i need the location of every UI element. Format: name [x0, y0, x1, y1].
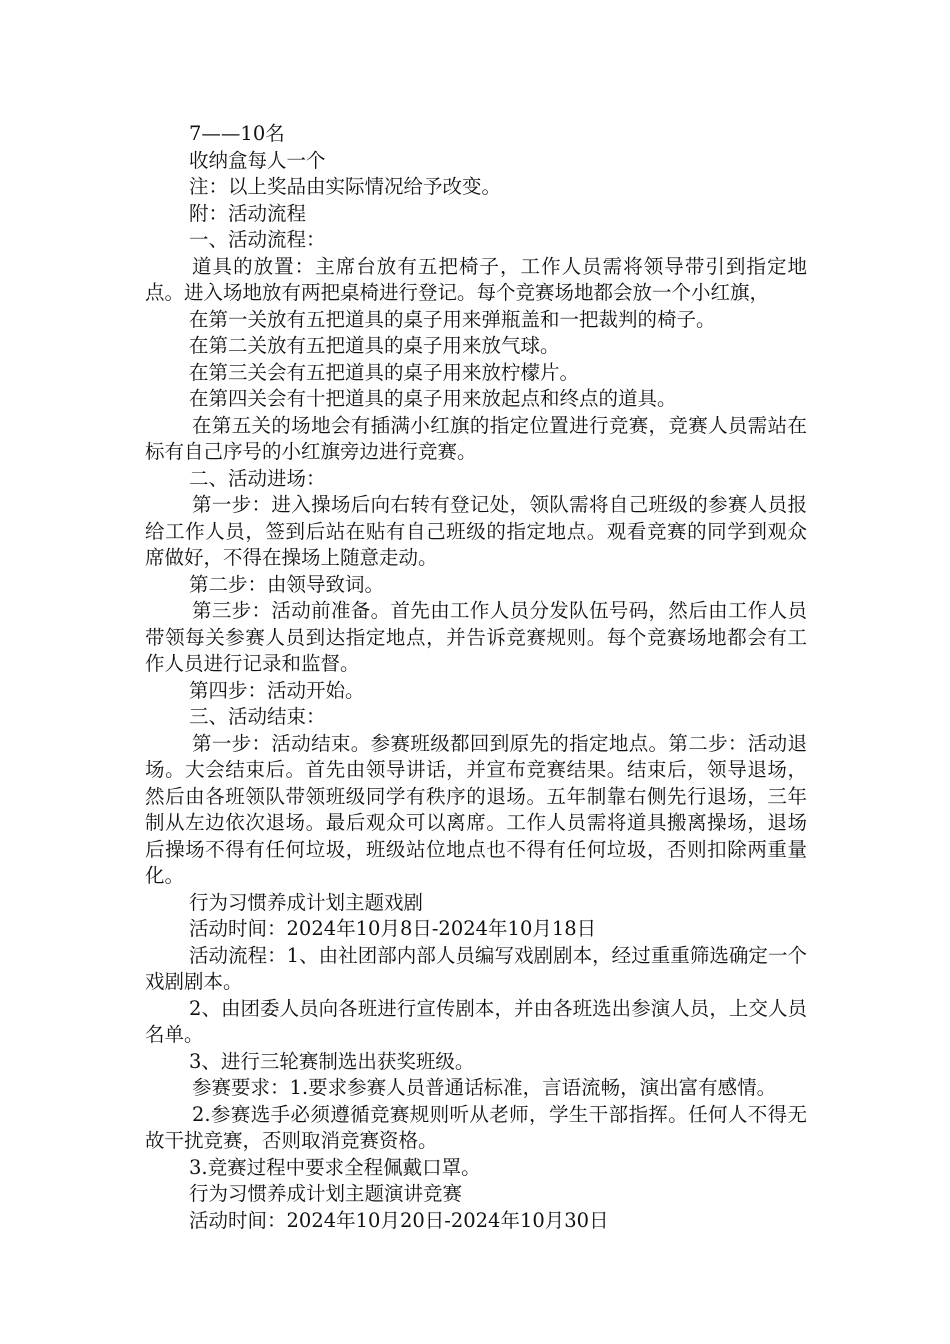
paragraph: 行为习惯养成计划主题戏剧	[189, 890, 424, 914]
paragraph: 2.参赛选手必须遵循竞赛规则听从老师，学生干部指挥。任何人不得无故干扰竞赛，否则取消竞赛资格。	[145, 1102, 807, 1152]
paragraph: 在第四关会有十把道具的桌子用来放起点和终点的道具。	[189, 387, 677, 410]
paragraph: 活动时间：2024年10月20日-2024年10月30日	[189, 1208, 609, 1232]
paragraph: 行为习惯养成计划主题演讲竞赛	[189, 1182, 463, 1205]
paragraph: 第四步：活动开始。	[189, 678, 365, 702]
paragraph: 在第五关的场地会有插满小红旗的指定位置进行竞赛，竞赛人员需站在标有自己序号的小红旗旁边进行竞赛。	[145, 413, 807, 463]
paragraph: 第一步：进入操场后向右转有登记处，领队需将自己班级的参赛人员报给工作人员，签到后站在贴有自己班级的指定地点。观看竞赛的同学到观众席做好，不得在操场上随意走动。	[145, 493, 807, 569]
paragraph: 参赛要求：1.要求参赛人员普通话标准，言语流畅，演出富有感情。	[192, 1076, 777, 1099]
paragraph: 三、活动结束：	[189, 705, 326, 728]
paragraph: 收纳盒每人一个	[189, 148, 326, 172]
paragraph: 第一步：活动结束。参赛班级都回到原先的指定地点。第二步：活动退场。大会结束后。首先由领导讲话，并宣布竞赛结果。结束后，领导退场，然后由各班领队带领班级同学有秩序的退场。五年制靠右侧先行退场，三年制从左边依次退场。最后观众可以离席。工作人员需将道具搬离操场，退场后操场不得有任何垃圾，班级站位地点也不得有任何垃圾，否则扣除两重量化。	[145, 731, 807, 887]
paragraph: 7——10名	[189, 122, 285, 145]
paragraph: 2、由团委人员向各班进行宣传剧本，并由各班选出参演人员，上交人员名单。	[145, 996, 807, 1046]
paragraph: 3.竞赛过程中要求全程佩戴口罩。	[189, 1155, 481, 1179]
paragraph: 一、活动流程：	[189, 228, 326, 251]
paragraph: 活动时间：2024年10月8日-2024年10月18日	[189, 917, 597, 940]
paragraph: 在第二关放有五把道具的桌子用来放气球。	[189, 334, 560, 357]
paragraph: 在第一关放有五把道具的桌子用来弹瓶盖和一把裁判的椅子。	[189, 307, 716, 331]
paragraph: 第三步：活动前准备。首先由工作人员分发队伍号码，然后由工作人员带领每关参赛人员到达指定地点，并告诉竞赛规则。每个竞赛场地都会有工作人员进行记录和监督。	[145, 599, 807, 675]
paragraph: 在第三关会有五把道具的桌子用来放柠檬片。	[189, 360, 580, 384]
paragraph: 3、进行三轮赛制选出获奖班级。	[189, 1049, 475, 1073]
paragraph: 注：以上奖品由实际情况给予改变。	[189, 175, 502, 198]
paragraph: 二、活动进场：	[189, 466, 326, 490]
paragraph: 第二步：由领导致词。	[189, 572, 385, 596]
paragraph: 附：活动流程	[189, 201, 307, 225]
document-body	[145, 121, 807, 1234]
paragraph: 道具的放置：主席台放有五把椅子，工作人员需将领导带引到指定地点。进入场地放有两把桌椅进行登记。每个竞赛场地都会放一个小红旗，	[145, 254, 807, 304]
paragraph: 活动流程：1、由社团部内部人员编写戏剧剧本，经过重重筛选确定一个戏剧剧本。	[145, 943, 807, 993]
